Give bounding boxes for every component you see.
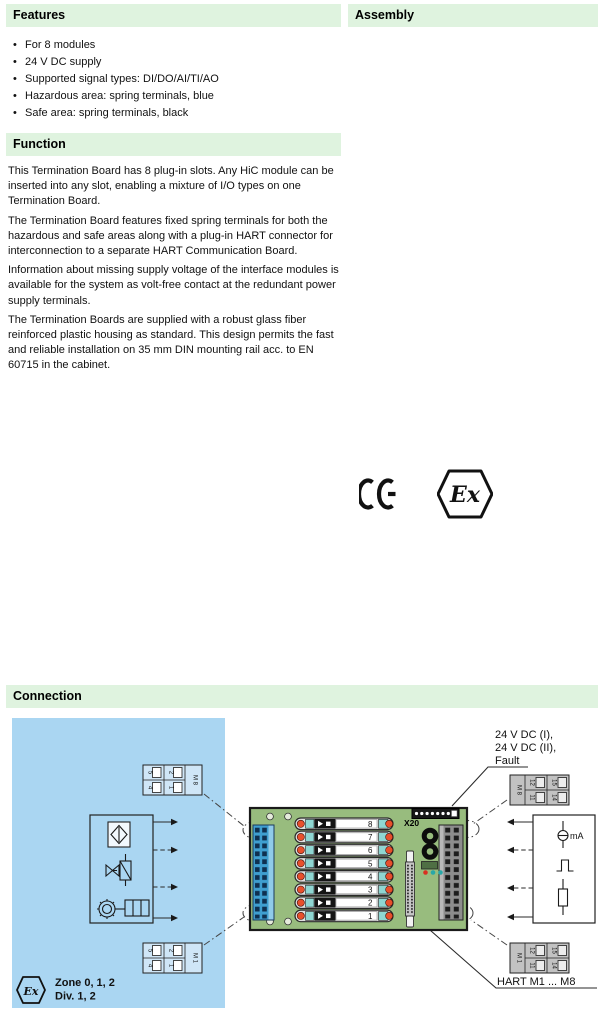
slot-number: 2 [368,898,373,908]
safe-signal-arrows [507,819,533,920]
function-text [8,164,346,378]
pin-label: 1 [167,785,174,790]
feature-item: • 24 V DC supply [12,54,340,71]
module-slot [295,884,393,896]
connection-diagram [0,714,603,1014]
function-paragraph: The Termination Board features fixed spring terminals for both the hazardous and safe areas along with a plug-in HART connector for interconnection to a separate HART Communication Board. [8,214,333,258]
feature-item: • Hazardous area: spring terminals, blue [12,88,340,105]
ex-mark-text: Ex [450,482,480,508]
led-indicators [423,870,443,875]
ce-mark-icon [359,476,401,512]
hazardous-spring-terminals [253,825,274,920]
svg-text:24 V DC (II),: 24 V DC (II), [495,742,557,754]
transmitter-icon [108,822,130,847]
slot-number: 4 [368,872,373,882]
slot-number: 5 [368,859,373,869]
ex-mark-icon [437,469,493,519]
section-title: Features [13,8,66,22]
function-paragraph: Information about missing supply voltage of the interface modules is available for the system as volt-free contact at the redundant power supply terminals. [8,264,339,307]
slot-number: 3 [368,885,373,895]
zone-label: Zone 0, 1, 2 [55,977,115,989]
ex-mark-text: Ex [23,985,39,998]
section-title: Assembly [355,8,415,22]
module-slot [295,871,393,883]
terminal-block-hazardous-m1 [143,943,202,973]
module-slot [295,858,393,870]
block-label: M 1 [191,952,198,964]
slot-number: 1 [368,911,373,921]
pin-label: 2 [167,770,174,775]
slot-number: 8 [368,819,373,829]
module-slot [295,831,393,843]
pin-label: 14 [550,794,557,801]
pin-label: 5 [146,948,153,953]
pin-label: 15 [550,779,557,786]
power-connector [412,809,459,819]
block-label: M 8 [191,774,198,786]
section-header-connection [6,685,598,708]
hart-label: HART M1 ... M8 [497,976,576,988]
module-slot [295,818,393,830]
terminal-block-safe-m8 [510,775,569,805]
pin-label: 12 [528,779,535,786]
power-supply-label [495,729,556,767]
block-label: M 8 [515,784,522,796]
function-paragraph: The Termination Boards are supplied with a robust glass fiber reinforced plastic housing as standard. This design permits the fast and reliable installation on 35 mm DIN mounting rail acc. to EN 60715 in the cabinet. [8,313,334,372]
control-system-box [507,815,595,923]
feature-item: • For 8 modules [12,37,340,54]
pin-label: 5 [146,770,153,775]
feature-item: • Supported signal types: DI/DO/AI/TI/AO [12,71,340,88]
terminal-block-safe-m1 [510,943,569,973]
hart-connector [406,851,415,927]
pin-label: 12 [528,947,535,954]
section-header-function [6,133,341,156]
pin-label: 1 [167,963,174,968]
features-list [12,37,340,122]
terminal-block-hazardous-m8 [143,765,202,795]
slot-number: 7 [368,833,373,842]
section-title: Connection [13,689,82,703]
feature-item: • Safe area: spring terminals, black [12,105,340,122]
jumper-block [422,862,438,870]
function-paragraph: This Termination Board has 8 plug-in slots. Any HiC module can be inserted into any slot, enabling a mixture of I/O types on one Termination Board. [8,165,334,208]
div-label: Div. 1, 2 [55,990,96,1003]
meter-label: mA [570,831,584,841]
pin-label: 4 [146,963,153,968]
slot-number: 6 [368,846,373,856]
block-label: M 1 [515,952,522,964]
pin-label: 14 [550,962,557,969]
svg-text:Fault: Fault [495,755,520,767]
pin-label: 11 [528,962,535,969]
termination-board [250,808,467,930]
section-header-assembly [348,4,598,27]
pin-label: 4 [146,785,153,790]
pin-label: 15 [550,947,557,954]
module-slot [295,897,393,909]
pin-label: 11 [528,794,535,801]
x20-label: X20 [404,818,420,828]
module-slot [295,910,393,922]
section-title: Function [13,137,66,151]
pin-label: 2 [167,948,174,953]
svg-text:24 V DC (I),: 24 V DC (I), [495,729,554,741]
module-slot [295,844,393,856]
section-header-features [6,4,341,27]
